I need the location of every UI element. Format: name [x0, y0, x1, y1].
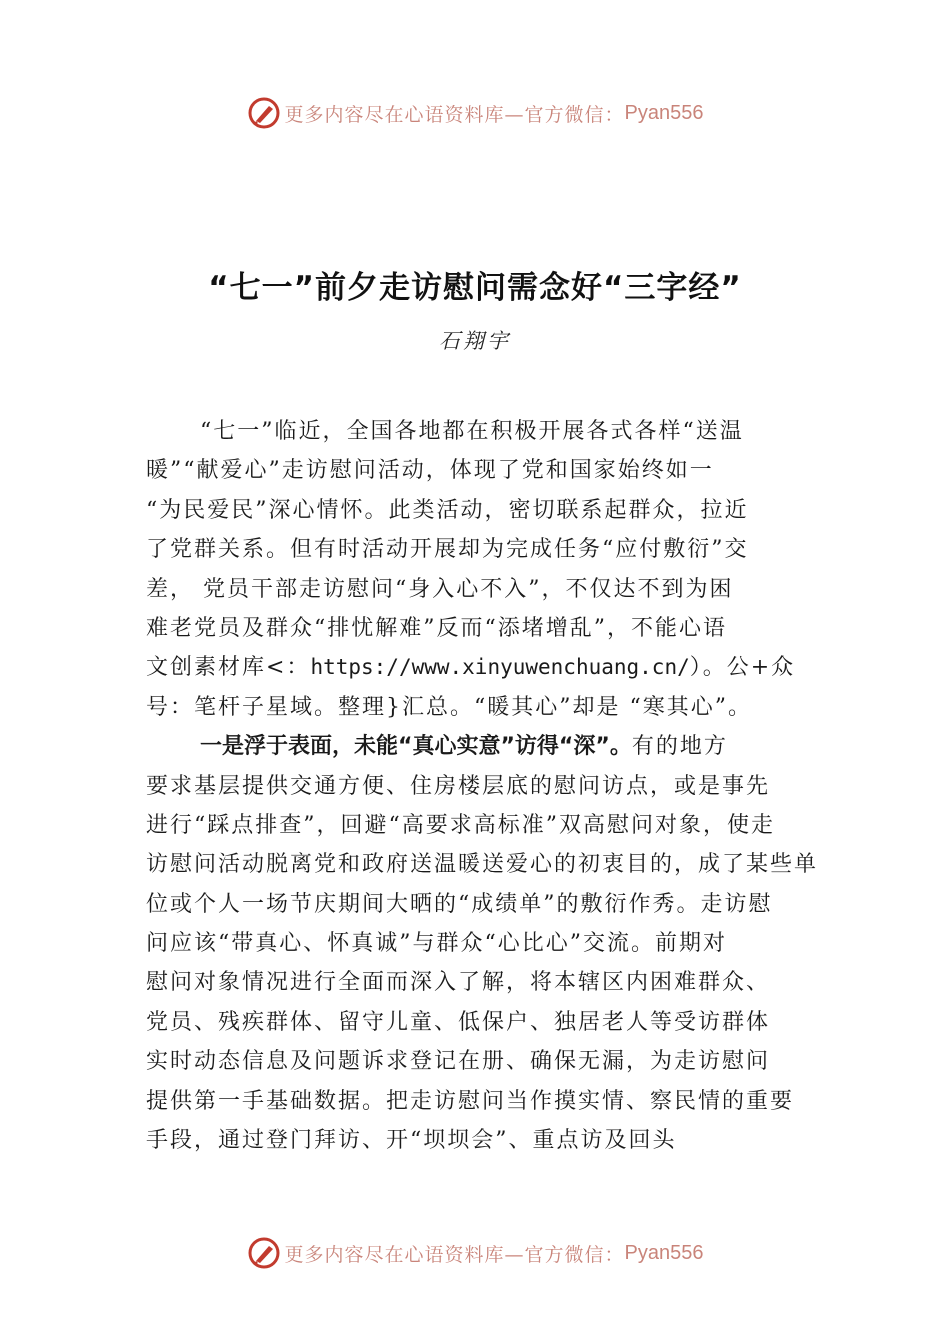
- text-line: 问应该“带真心、怀真诚”与群众“心比心”交流。前期对: [146, 931, 727, 957]
- text-line: 要求基层提供交通方便、住房楼层底的慰问访点，或是事先: [146, 773, 771, 799]
- text-line: 文创素材库<：https://www.xinyuwenchuang.cn/）。公+众: [146, 655, 796, 681]
- pen-logo-icon: [247, 96, 281, 130]
- text-line: 一是浮于表面，未能“真心实意”访得“深”。有的地方: [200, 734, 728, 760]
- section-heading: 一是浮于表面，未能“真心实意”访得“深”。: [200, 734, 632, 760]
- text-line: 党员、残疾群体、留守儿童、低保户、独居老人等受访群体: [146, 1009, 771, 1035]
- article-body: [146, 412, 836, 1160]
- text-line: 难老党员及群众“排忧解难”反而“添堵增乱”，不能心语: [146, 615, 727, 641]
- text-line: 了党群关系。但有时活动开展却为完成任务“应付敷衍”交: [146, 537, 749, 563]
- text-line: 实时动态信息及问题诉求登记在册、确保无漏，为走访慰问: [146, 1049, 771, 1075]
- text-line: 位或个人一场节庆期间大晒的“成绩单”的敷衍作秀。走访慰: [146, 891, 773, 917]
- author-name: 石翔宇: [439, 329, 511, 353]
- text-line: 慰问对象情况进行全面而深入了解，将本辖区内困难群众、: [146, 970, 771, 996]
- text-line: 提供第一手基础数据。把走访慰问当作摸实情、察民情的重要: [146, 1088, 795, 1114]
- banner-text: 更多内容尽在心语资料库—官方微信：: [284, 103, 625, 126]
- header-watermark-banner: [0, 93, 950, 133]
- text-line: 手段，通过登门拜访、开“坝坝会”、重点访及回头: [146, 1128, 677, 1154]
- footer-watermark-banner: [0, 1233, 950, 1273]
- page-title: “七一”前夕走访慰问需念好“三字经”: [208, 270, 742, 306]
- banner-text: 更多内容尽在心语资料库—官方微信：: [284, 1243, 625, 1266]
- text-line: 暖”“献爱心”走访慰问活动，体现了党和国家始终如一: [146, 458, 714, 484]
- banner-wechat-id: Pyan556: [624, 1241, 704, 1264]
- text-line: 差， 党员干部走访慰问“身入心不入”，不仅达不到为困: [146, 576, 734, 602]
- text-line: “七一”临近，全国各地都在积极开展各式各样“送温: [200, 419, 744, 444]
- banner-wechat-id: Pyan556: [624, 101, 704, 124]
- pen-logo-icon: [247, 1236, 281, 1270]
- url-text: https://www.xinyuwenchuang.cn/: [310, 655, 690, 680]
- text-line: “为民爱民”深心情怀。此类活动，密切联系起群众，拉近: [146, 497, 749, 523]
- text-line: 号：笔杆子星域。整理}汇总。“暖其心”却是 “寒其心”。: [146, 694, 752, 720]
- text-line: 访慰问活动脱离党和政府送温暖送爱心的初衷目的，成了某些单: [146, 852, 819, 878]
- text-line: 进行“踩点排查”，回避“高要求高标准”双高慰问对象，使走: [146, 812, 775, 838]
